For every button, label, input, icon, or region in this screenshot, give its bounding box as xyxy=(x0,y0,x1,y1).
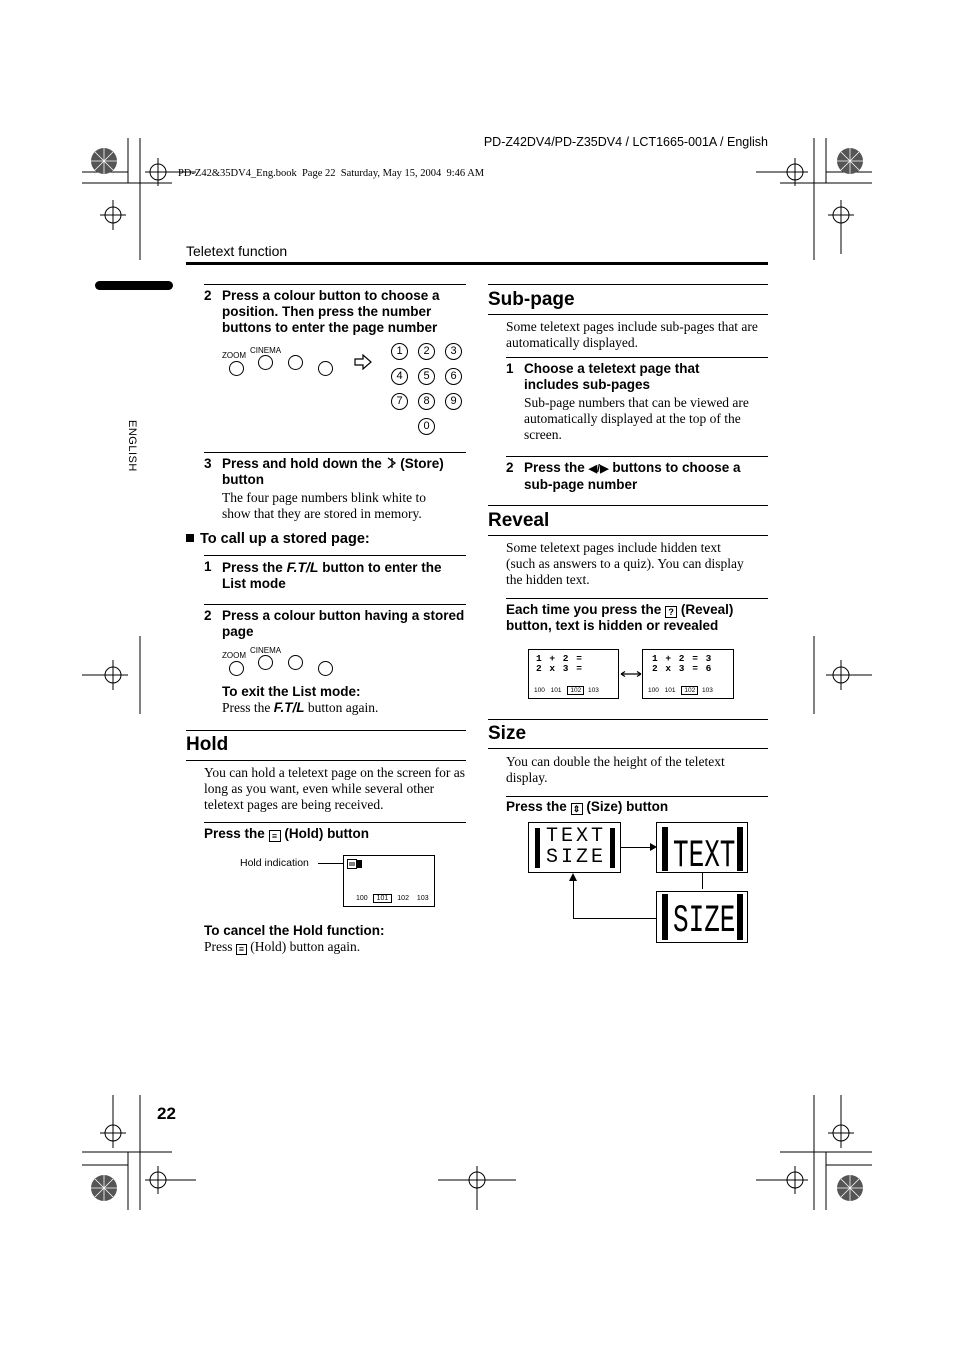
rule xyxy=(204,822,466,823)
cancel-hold-body xyxy=(204,939,444,955)
reveal-instr-b: (Reveal) button, text is hidden or revealed xyxy=(506,602,734,633)
size-instruction xyxy=(506,799,668,815)
cancel-hold-title: To cancel the Hold function: xyxy=(204,923,385,938)
reveal-instruction xyxy=(506,602,768,634)
subpage-heading: Sub-page xyxy=(488,289,575,310)
page-100: 100 xyxy=(356,895,368,902)
hold-heading: Hold xyxy=(186,734,229,755)
number-key-5: 5 xyxy=(418,368,435,385)
size-screen-upper xyxy=(656,822,748,873)
page-number: 22 xyxy=(157,1104,176,1123)
reveal-heading: Reveal xyxy=(488,510,550,531)
rule xyxy=(488,284,768,285)
rule xyxy=(204,604,466,605)
step-text xyxy=(222,559,466,592)
reveal-page-row-1 xyxy=(534,687,599,695)
page-100: 100 xyxy=(648,687,659,694)
screen-bar-right xyxy=(610,828,615,868)
section-title: Teletext function xyxy=(186,243,288,259)
exit-text-a: Press the xyxy=(222,700,271,715)
hold-body: You can hold a teletext page on the screen for as long as you want, even while several other teletext pages are being received. xyxy=(204,765,466,812)
hold-button-icon: ≡ xyxy=(269,830,281,842)
reveal-instr-a: Each time you press the xyxy=(506,602,662,617)
ftl-key-label: F.T/L xyxy=(273,700,305,715)
zoom-label: ZOOM xyxy=(222,351,246,360)
rule xyxy=(186,730,466,731)
screen-bar-left xyxy=(535,828,540,868)
page-102: 102 xyxy=(681,686,698,695)
reveal-body: Some teletext pages include hidden text (such as answers to a quiz). You can display the hidden text. xyxy=(506,540,744,587)
step-text-b: buttons to choose a sub-page number xyxy=(524,460,741,492)
screen-bar-left xyxy=(662,827,668,871)
blue-colour-button xyxy=(318,661,333,676)
hold-page-row xyxy=(356,895,429,903)
yellow-colour-button xyxy=(288,355,303,370)
screen-bar-right xyxy=(737,894,743,940)
rule xyxy=(506,357,768,358)
exit-text-b: button again. xyxy=(307,700,379,715)
reveal-page-row-2 xyxy=(648,687,713,695)
size-word-text: TEXT xyxy=(673,833,736,873)
rule xyxy=(506,456,768,457)
size-instr-a: Press the xyxy=(506,799,567,814)
rule xyxy=(506,796,768,797)
page-100: 100 xyxy=(534,687,545,694)
red-colour-button xyxy=(229,661,244,676)
hold-indicator-icon xyxy=(347,859,363,869)
size-word-size: SIZE xyxy=(673,898,736,943)
blue-colour-button xyxy=(318,361,333,376)
rule xyxy=(204,284,466,285)
hold-press-a: Press the xyxy=(204,826,265,841)
side-tab-bar xyxy=(95,281,173,290)
size-heading: Size xyxy=(488,723,527,744)
step-number: 2 xyxy=(204,288,212,303)
rule xyxy=(506,598,768,599)
book-info-line: PD-Z42&35DV4_Eng.book Page 22 Saturday, May 15, 2004 9:46 AM xyxy=(178,168,485,179)
leader-line xyxy=(318,863,346,864)
hold-press-instruction xyxy=(204,826,369,842)
rule xyxy=(488,314,768,315)
step-number: 2 xyxy=(506,460,514,475)
store-icon xyxy=(386,457,397,469)
page-102: 102 xyxy=(397,895,409,902)
page-101: 101 xyxy=(550,687,562,694)
cinema-label: CINEMA xyxy=(250,346,282,355)
reveal-button-icon: ? xyxy=(665,606,677,618)
arrow-up-icon xyxy=(569,873,577,881)
step-text: Press a colour button to choose a position. Then press the number buttons to enter the page number xyxy=(222,288,440,335)
cancel-text-a: Press xyxy=(204,939,233,954)
yellow-colour-button xyxy=(288,655,303,670)
green-colour-button xyxy=(258,355,273,370)
number-key-9: 9 xyxy=(445,393,462,410)
step-3-body: The four page numbers blink white to show that they are stored in memory. xyxy=(222,490,426,521)
size-body: You can double the height of the teletext display. xyxy=(506,754,725,785)
hold-button-icon: ≡ xyxy=(236,944,247,955)
number-key-7: 7 xyxy=(391,393,408,410)
double-arrow-icon xyxy=(620,670,642,678)
step-text: Choose a teletext page that includes sub-pages xyxy=(524,361,700,392)
screen-bar-right xyxy=(737,827,743,871)
connector-line xyxy=(573,918,656,919)
step-text xyxy=(524,460,768,493)
cancel-text-b: (Hold) button again. xyxy=(250,939,361,954)
rule xyxy=(488,535,768,536)
step-text xyxy=(222,456,466,488)
number-key-8: 8 xyxy=(418,393,435,410)
step-text-a: Press the xyxy=(524,460,585,475)
step-text-a: Press the xyxy=(222,560,283,575)
page-101: 101 xyxy=(664,687,676,694)
rule xyxy=(488,505,768,506)
step-number: 1 xyxy=(204,559,212,574)
number-key-1: 1 xyxy=(391,343,408,360)
rule xyxy=(488,719,768,720)
exit-list-body xyxy=(222,700,462,716)
step-number: 2 xyxy=(204,608,212,623)
number-key-0: 0 xyxy=(418,418,435,435)
subpage-body: Some teletext pages include sub-pages that are automatically displayed. xyxy=(506,319,758,350)
rule xyxy=(488,748,768,749)
rule xyxy=(204,452,466,453)
size-word-size: SIZE xyxy=(546,846,607,869)
connector-line xyxy=(573,878,574,918)
shown-line-2: 2 x 3 = 6 xyxy=(652,663,713,674)
green-colour-button xyxy=(258,655,273,670)
subpage-step-1-body: Sub-page numbers that can be viewed are automatically displayed at the top of the screen. xyxy=(524,395,749,442)
call-up-heading xyxy=(186,531,370,548)
hidden-line-2: 2 x 3 = xyxy=(536,663,583,674)
size-word-text: TEXT xyxy=(546,825,607,848)
red-colour-button xyxy=(229,361,244,376)
left-right-arrows-icon: ◀/▶ xyxy=(588,463,609,475)
call-up-title: To call up a stored page: xyxy=(200,531,370,547)
connector-line xyxy=(702,873,703,889)
page-102: 102 xyxy=(567,686,584,695)
step-number: 3 xyxy=(204,456,212,471)
step-text-b: (Store) button xyxy=(222,456,444,487)
side-language-label: ENGLISH xyxy=(126,420,138,472)
step-text-a: Press and hold down the xyxy=(222,456,382,471)
ftl-key-label: F.T/L xyxy=(286,559,319,575)
square-bullet-icon xyxy=(186,534,194,542)
exit-list-title: To exit the List mode: xyxy=(222,684,361,699)
page-103: 103 xyxy=(588,687,599,694)
arrow-right-icon xyxy=(354,354,372,370)
zoom-label: ZOOM xyxy=(222,651,246,660)
page-103: 103 xyxy=(702,687,713,694)
shown-line-1: 1 + 2 = 3 xyxy=(652,653,713,664)
page-103: 103 xyxy=(416,895,429,902)
step-number: 1 xyxy=(506,361,514,376)
header-rule xyxy=(186,262,768,265)
rule xyxy=(186,760,466,761)
step-text-b: button to enter the List mode xyxy=(222,560,442,591)
number-key-3: 3 xyxy=(445,343,462,360)
page-101: 101 xyxy=(373,894,393,903)
size-button-icon: ⇕ xyxy=(571,803,583,815)
number-key-4: 4 xyxy=(391,368,408,385)
number-key-2: 2 xyxy=(418,343,435,360)
cinema-label: CINEMA xyxy=(250,646,282,655)
number-key-6: 6 xyxy=(445,368,462,385)
size-instr-b: (Size) button xyxy=(586,799,669,814)
rule xyxy=(204,555,466,556)
hold-press-b: (Hold) button xyxy=(284,826,370,841)
screen-bar-left xyxy=(662,894,668,940)
hold-indication-label: Hold indication xyxy=(240,857,309,869)
size-screen-lower xyxy=(656,891,748,943)
hidden-line-1: 1 + 2 = xyxy=(536,653,583,664)
step-text: Press a colour button having a stored page xyxy=(222,608,465,639)
document-id: PD-Z42DV4/PD-Z35DV4 / LCT1665-001A / English xyxy=(483,135,768,149)
